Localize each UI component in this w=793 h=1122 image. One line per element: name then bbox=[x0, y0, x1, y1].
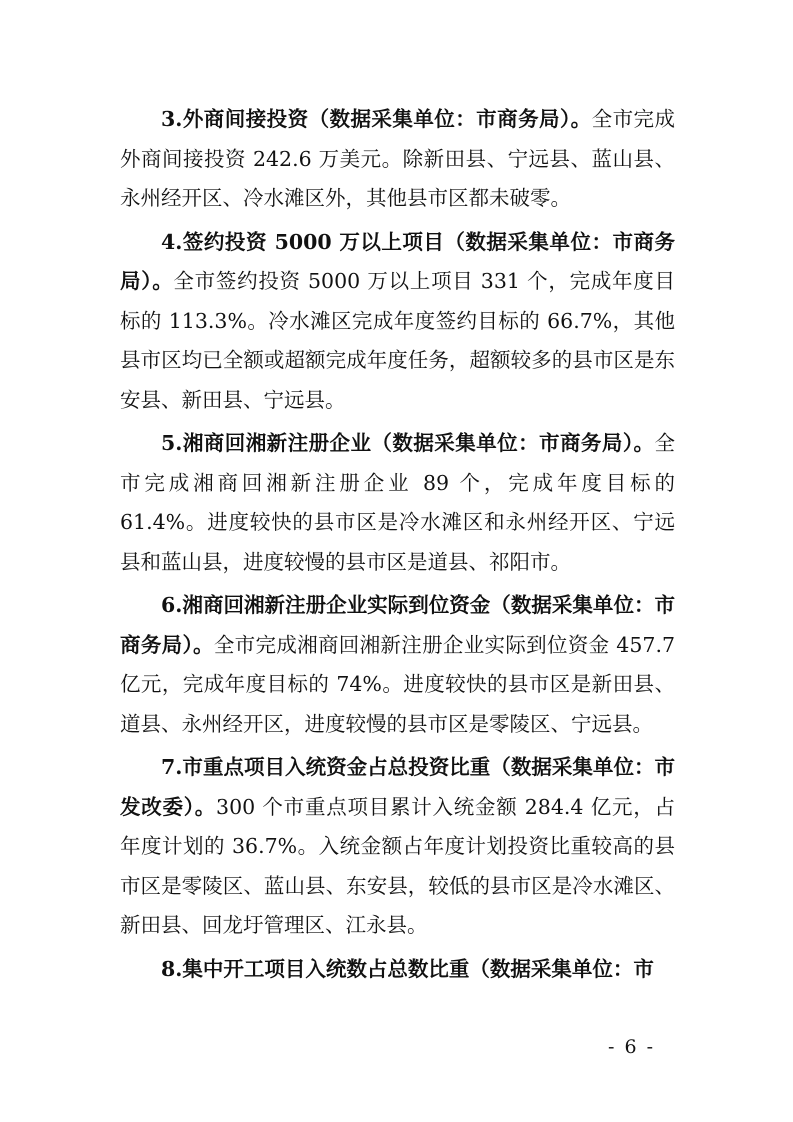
page-number: - 6 - bbox=[608, 1036, 656, 1058]
paragraph-4-heading: 4.签约投资 5000 万以上项目（数据采集单位：市商务局）。 bbox=[120, 229, 675, 293]
paragraph-5-heading: 5.湘商回湘新注册企业（数据采集单位：市商务局）。 bbox=[161, 431, 655, 455]
paragraph-7-heading: 7.市重点项目入统资金占总投资比重（数据采集单位：市发改委）。 bbox=[120, 755, 675, 819]
paragraph-5-text: 全市完成湘商回湘新注册企业 89 个，完成年度目标的 61.4%。进度较快的县市区是冷水滩区和永州经开区、宁远县和蓝山县，进度较慢的县市区是道县、祁阳市。 bbox=[120, 431, 675, 574]
paragraph-6 bbox=[120, 586, 675, 744]
document-body bbox=[120, 100, 675, 989]
paragraph-6-text: 全市完成湘商回湘新注册企业实际到位资金 457.7 亿元，完成年度目标的 74%。进度较快的县市区是新田县、道县、永州经开区，进度较慢的县市区是零陵区、宁远县。 bbox=[120, 632, 675, 736]
paragraph-4 bbox=[120, 223, 675, 421]
paragraph-7 bbox=[120, 748, 675, 946]
paragraph-3-heading: 3.外商间接投资（数据采集单位：市商务局）。 bbox=[161, 107, 592, 131]
paragraph-5 bbox=[120, 424, 675, 582]
paragraph-8 bbox=[120, 950, 675, 990]
paragraph-8-heading: 8.集中开工项目入统数占总数比重（数据采集单位：市 bbox=[161, 956, 654, 981]
paragraph-4-text: 全市签约投资 5000 万以上项目 331 个，完成年度目标的 113.3%。冷水滩区完成年度签约目标的 66.7%，其他县市区均已全额或超额完成年度任务，超额较多的县市区是东安县、新田县、宁远县。 bbox=[120, 269, 675, 412]
paragraph-7-text: 300 个市重点项目累计入统金额 284.4 亿元，占年度计划的 36.7%。入统金额占年度计划投资比重较高的县市区是零陵区、蓝山县、东安县，较低的县市区是冷水滩区、新田县、回龙圩管理区、江永县。 bbox=[120, 794, 675, 937]
paragraph-6-heading: 6.湘商回湘新注册企业实际到位资金（数据采集单位：市商务局）。 bbox=[120, 593, 675, 657]
paragraph-3 bbox=[120, 100, 675, 219]
paragraph-3-text: 全市完成外商间接投资 242.6 万美元。除新田县、宁远县、蓝山县、永州经开区、冷水滩区外，其他县市区都未破零。 bbox=[120, 107, 675, 210]
